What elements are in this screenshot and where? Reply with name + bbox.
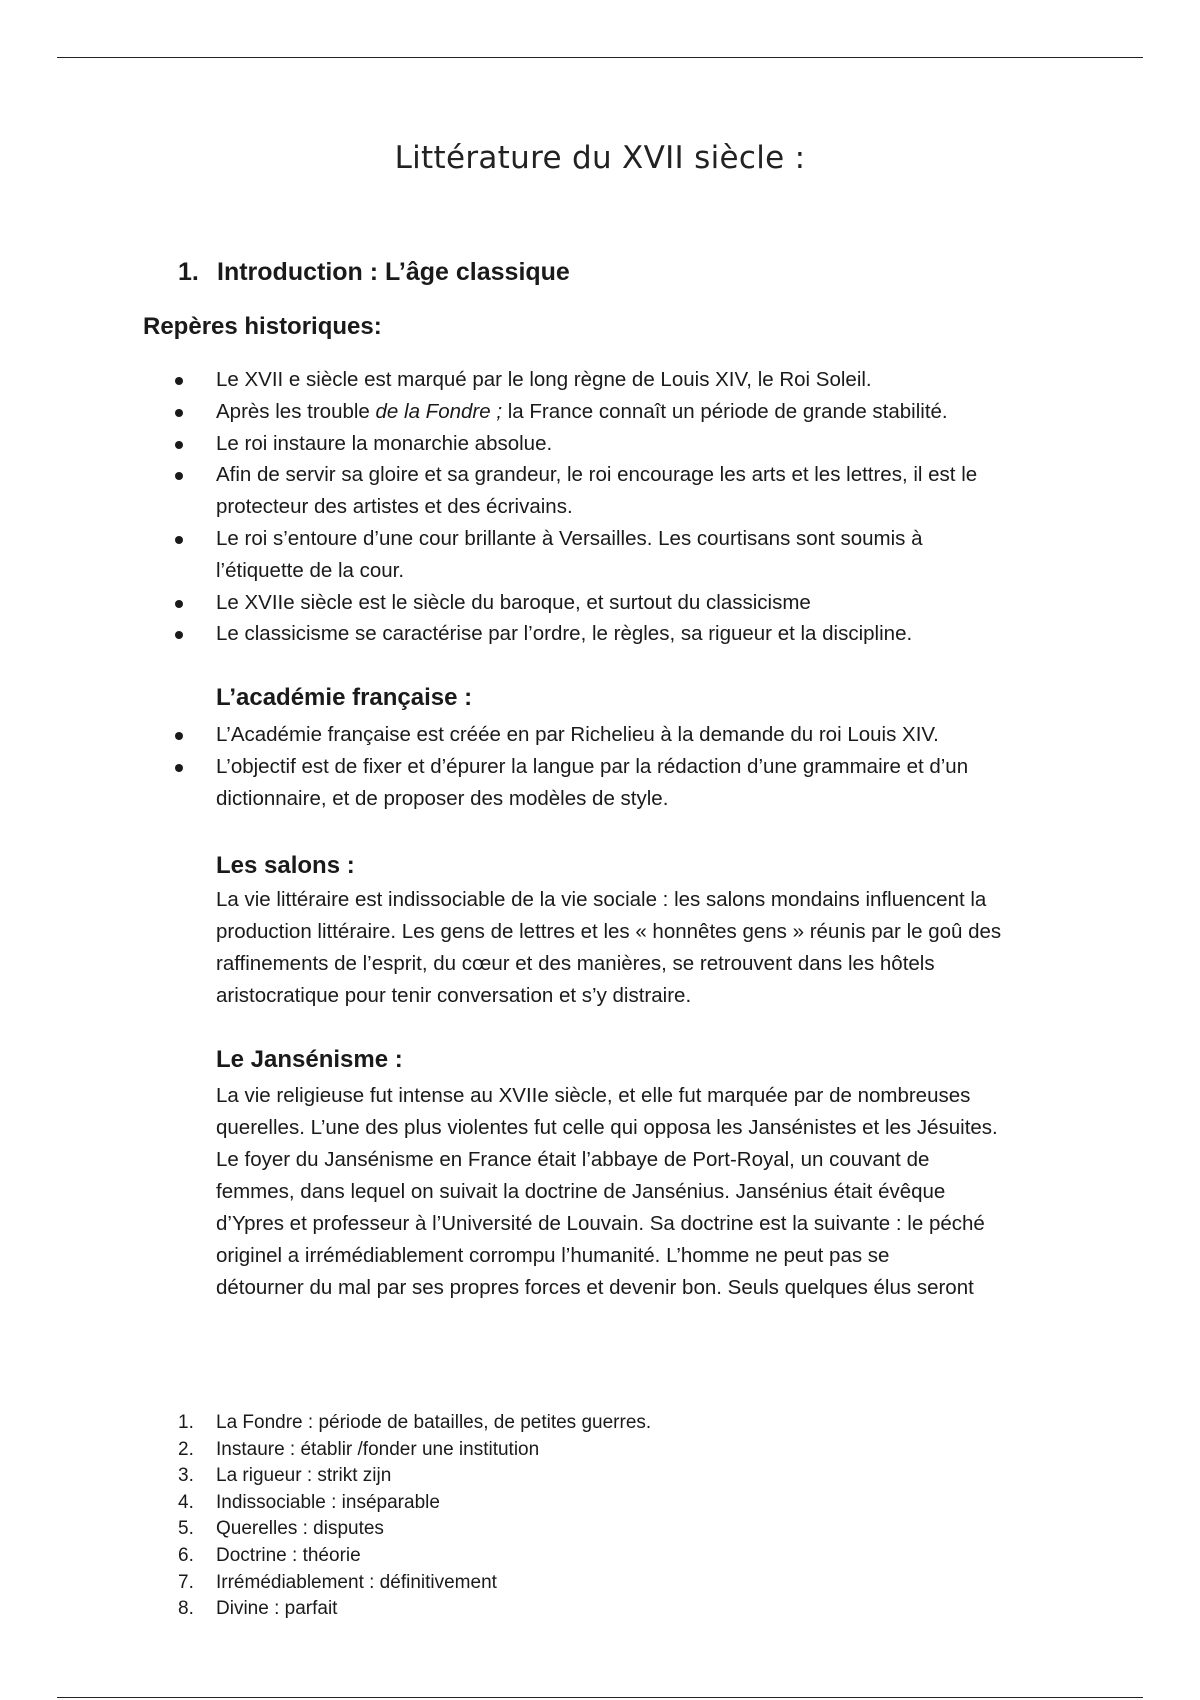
top-rule (57, 57, 1143, 58)
list-item (170, 459, 1050, 523)
list-item-line: L’Académie française est créée en par Richelieu à la demande du roi Louis XIV. (216, 723, 939, 746)
reperes-heading: Repères historiques: (143, 313, 382, 340)
section-title: Introduction : L’âge classique (217, 258, 570, 286)
paragraph-line: La vie littéraire est indissociable de la vie sociale : les salons mondains influencent la (216, 888, 987, 911)
footnote-number: 6. (178, 1544, 194, 1566)
footnote-text: La rigueur : strikt zijn (216, 1465, 392, 1487)
list-item-text-start: Après les trouble (216, 399, 376, 423)
document-title: Littérature du XVII siècle : (394, 140, 806, 176)
academie-heading: L’académie française : (216, 684, 473, 711)
paragraph-line: querelles. L’une des plus violentes fut celle qui opposa les Jansénistes et les Jésuites. (216, 1116, 998, 1139)
footnote-item (178, 1570, 651, 1597)
academie-list (170, 719, 1050, 814)
bullet-icon (175, 600, 183, 608)
paragraph-line: détourner du mal par ses propres forces et devenir bon. Seuls quelques élus seront (216, 1276, 974, 1299)
list-item (170, 396, 1050, 428)
bullet-icon (175, 472, 183, 480)
list-item (170, 428, 1050, 460)
bullet-icon (175, 441, 183, 449)
bullet-icon (175, 764, 183, 772)
list-item-line: l’étiquette de la cour. (216, 558, 405, 582)
footnote-number: 7. (178, 1571, 194, 1593)
paragraph-line: La vie religieuse fut intense au XVIIe siècle, et elle fut marquée par de nombreuses (216, 1084, 971, 1107)
footnote-text: Divine : parfait (216, 1598, 338, 1620)
list-item (170, 587, 1050, 619)
bullet-icon (175, 377, 183, 385)
paragraph-line: Le foyer du Jansénisme en France était l’abbaye de Port-Royal, un couvant de (216, 1148, 930, 1171)
list-item (170, 618, 1050, 650)
jansenisme-paragraph (216, 1080, 1076, 1304)
footnote-item (178, 1490, 651, 1517)
list-item-line: Le XVIIe siècle est le siècle du baroque, et surtout du classicisme (216, 590, 811, 614)
footnote-text: Irrémédiablement : définitivement (216, 1571, 497, 1593)
list-item-line: Le roi s’entoure d’une cour brillante à Versailles. Les courtisans sont soumis à (216, 526, 923, 550)
footnote-number: 2. (178, 1438, 194, 1460)
footnote-item (178, 1410, 651, 1437)
bullet-icon (175, 536, 183, 544)
list-item-line: protecteur des artistes et des écrivains. (216, 495, 573, 519)
footnotes-list (178, 1410, 651, 1623)
list-item (170, 751, 1050, 815)
footnote-item (178, 1463, 651, 1490)
list-item-emphasis: de la Fondre ; (375, 399, 503, 423)
jansenisme-heading: Le Jansénisme : (216, 1046, 403, 1073)
section-heading (178, 258, 570, 287)
footnote-number: 8. (178, 1598, 194, 1620)
list-item (170, 719, 1050, 751)
bullet-icon (175, 631, 183, 639)
footnote-text: Instaure : établir /fonder une institution (216, 1438, 540, 1460)
list-item-line: Afin de servir sa gloire et sa grandeur, le roi encourage les arts et les lettres, il est le (216, 463, 978, 487)
section-number: 1. (178, 258, 199, 286)
paragraph-line: raffinements de l’esprit, du cœur et des manières, se retrouvent dans les hôtels (216, 952, 935, 975)
footnote-number: 1. (178, 1412, 194, 1433)
footnote-number: 3. (178, 1465, 194, 1487)
list-item (170, 523, 1050, 587)
paragraph-line: femmes, dans lequel on suivait la doctrine de Jansénius. Jansénius était évêque (216, 1180, 946, 1203)
footnote-item (178, 1516, 651, 1543)
footnote-text: Indissociable : inséparable (216, 1491, 440, 1513)
reperes-list (170, 364, 1050, 650)
footnote-number: 5. (178, 1518, 194, 1540)
footnote-item (178, 1543, 651, 1570)
list-item-line: Le XVII e siècle est marqué par le long règne de Louis XIV, le Roi Soleil. (216, 368, 872, 391)
footnote-number: 4. (178, 1491, 194, 1513)
list-item (170, 364, 1050, 396)
paragraph-line: d’Ypres et professeur à l’Université de Louvain. Sa doctrine est la suivante : le péché (216, 1212, 985, 1235)
list-item-line: dictionnaire, et de proposer des modèles de style. (216, 786, 669, 810)
paragraph-line: production littéraire. Les gens de lettres et les « honnêtes gens » réunis par le goû des (216, 920, 1002, 943)
bottom-rule (57, 1697, 1143, 1698)
list-item-text-end: la France connaît un période de grande stabilité. (502, 399, 948, 423)
list-item-line: L’objectif est de fixer et d’épurer la langue par la rédaction d’une grammaire et d’un (216, 754, 969, 778)
salons-paragraph (216, 884, 1076, 1012)
footnote-item (178, 1437, 651, 1464)
list-item-line: Le roi instaure la monarchie absolue. (216, 431, 553, 455)
footnote-text: Querelles : disputes (216, 1518, 384, 1540)
salons-heading: Les salons : (216, 852, 355, 879)
footnote-text: Doctrine : théorie (216, 1544, 361, 1566)
paragraph-line: originel a irrémédiablement corrompu l’humanité. L’homme ne peut pas se (216, 1244, 890, 1267)
footnote-text: La Fondre : période de batailles, de petites guerres. (216, 1412, 652, 1433)
list-item-line: Le classicisme se caractérise par l’ordre, le règles, sa rigueur et la discipline. (216, 622, 913, 646)
bullet-icon (175, 732, 183, 740)
footnote-item (178, 1596, 651, 1623)
bullet-icon (175, 409, 183, 417)
paragraph-line: aristocratique pour tenir conversation et s’y distraire. (216, 984, 692, 1007)
